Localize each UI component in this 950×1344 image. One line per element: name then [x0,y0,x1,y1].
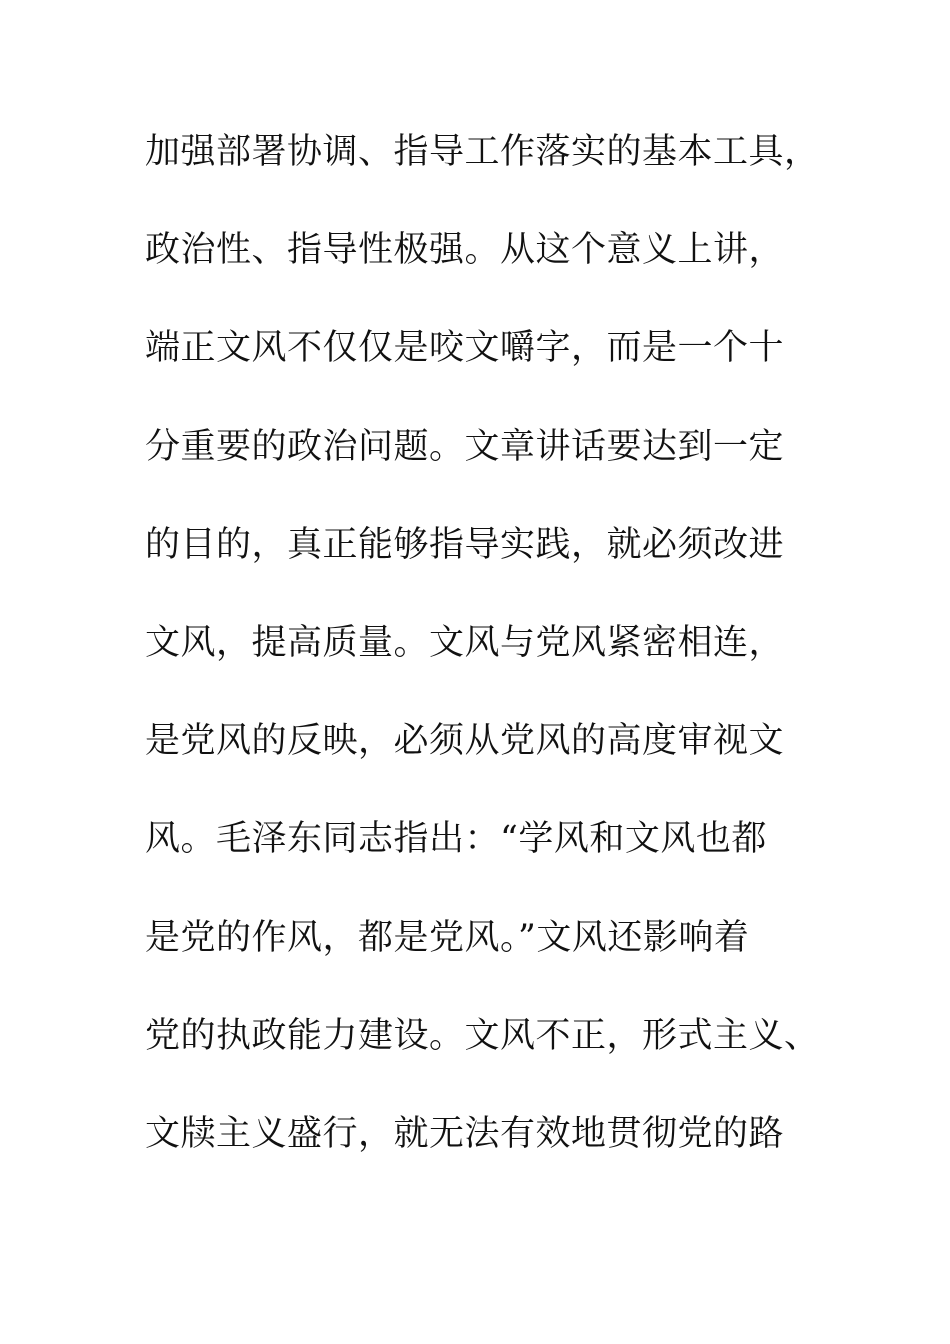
text-line-8: 风。毛泽东同志指出：“学风和文风也都 [145,819,767,860]
body-text [145,126,845,1206]
text-line-7: 是党风的反映，必须从党风的高度审视文 [145,721,785,762]
text-line-2: 政治性、指导性极强。从这个意义上讲， [145,230,785,271]
text-line-10: 党的执政能力建设。文风不正，形式主义、 [145,1015,820,1056]
text-line-9: 是党的作风，都是党风。”文风还影响着 [145,917,750,958]
text-line-4: 分重要的政治问题。文章讲话要达到一定 [145,426,785,467]
text-line-1: 加强部署协调、指导工作落实的基本工具， [145,132,820,172]
text-line-11: 文牍主义盛行，就无法有效地贯彻党的路 [145,1113,785,1154]
text-line-3: 端正文风不仅仅是咬文嚼字，而是一个十 [145,328,785,369]
text-line-5: 的目的，真正能够指导实践，就必须改进 [145,524,785,565]
text-line-6: 文风，提高质量。文风与党风紧密相连， [145,622,785,663]
